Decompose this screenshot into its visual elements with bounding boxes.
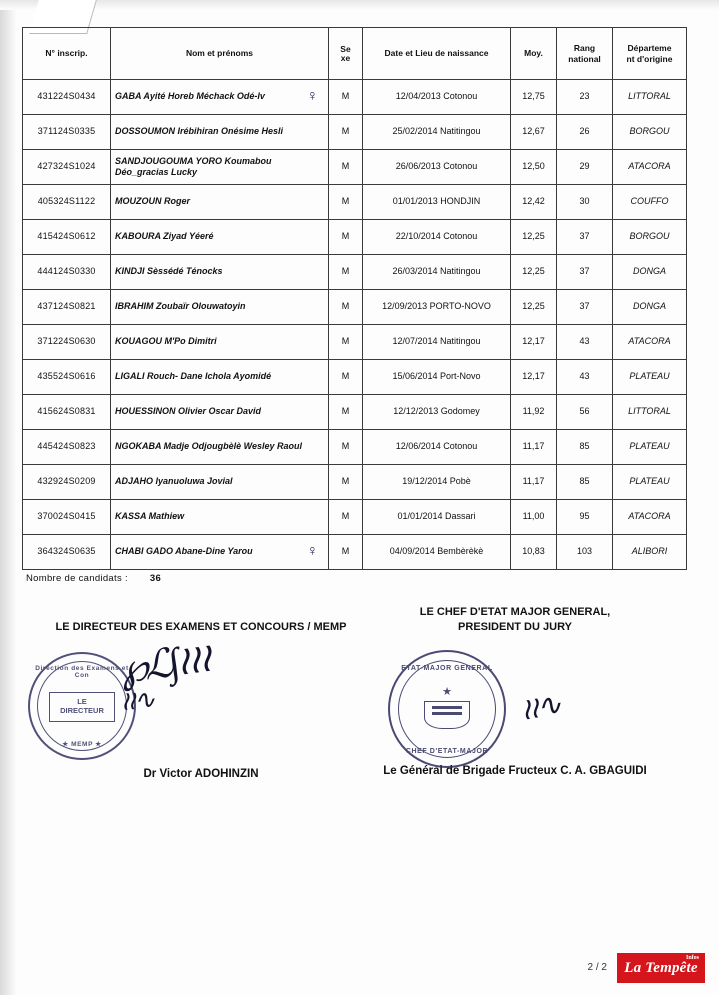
table-row xyxy=(23,150,687,185)
cell-birth: 26/06/2013 Cotonou xyxy=(363,150,511,185)
cell-birth: 01/01/2014 Dassari xyxy=(363,500,511,535)
table-row xyxy=(23,80,687,115)
logo-text: La Tempête xyxy=(624,959,698,976)
cell-rank: 37 xyxy=(557,290,613,325)
table-row xyxy=(23,360,687,395)
cell-name: HOUESSINON Olivier Oscar David xyxy=(111,395,329,430)
cell-department: BORGOU xyxy=(613,220,687,255)
cell-rank: 29 xyxy=(557,150,613,185)
cell-department: PLATEAU xyxy=(613,465,687,500)
cell-sex: M xyxy=(329,115,363,150)
cell-rank: 43 xyxy=(557,325,613,360)
military-emblem-icon xyxy=(420,686,474,729)
signature-right-title-line1: LE CHEF D'ETAT MAJOR GENERAL, xyxy=(419,606,611,618)
table-row xyxy=(23,535,687,570)
cell-birth: 04/09/2014 Bembèrèkè xyxy=(363,535,511,570)
cell-department: ATACORA xyxy=(613,500,687,535)
signature-right-name: Le Général de Brigade Fructeux C. A. GBAGUIDI xyxy=(383,765,647,777)
stamp-general-staff-arc-top: ETAT-MAJOR GENERAL xyxy=(401,665,493,672)
cell-inscription: 437124S0821 xyxy=(23,290,111,325)
cell-name: ADJAHO Iyanuoluwa Jovial xyxy=(111,465,329,500)
cell-sex: M xyxy=(329,220,363,255)
cell-sex: M xyxy=(329,535,363,570)
cell-rank: 37 xyxy=(557,255,613,290)
cell-birth: 15/06/2014 Port-Novo xyxy=(363,360,511,395)
cell-sex: M xyxy=(329,185,363,220)
cell-inscription: 444124S0330 xyxy=(23,255,111,290)
cell-rank: 43 xyxy=(557,360,613,395)
header-name: Nom et prénoms xyxy=(111,28,329,80)
header-sex-line2: xe xyxy=(340,52,351,63)
cell-sex: M xyxy=(329,500,363,535)
cell-sex: M xyxy=(329,255,363,290)
cell-inscription: 445424S0823 xyxy=(23,430,111,465)
scan-edge-top xyxy=(0,0,719,10)
cell-name: KABOURA Ziyad Yéeré xyxy=(111,220,329,255)
cell-average: 12,50 xyxy=(511,150,557,185)
cell-department: COUFFO xyxy=(613,185,687,220)
cell-sex: M xyxy=(329,395,363,430)
table-body xyxy=(23,80,687,570)
cell-inscription: 427324S1024 xyxy=(23,150,111,185)
cell-average: 11,00 xyxy=(511,500,557,535)
cell-rank: 85 xyxy=(557,430,613,465)
handwritten-paraphe-director: ≀≀∿ xyxy=(118,684,154,717)
table-row xyxy=(23,255,687,290)
cell-department: ATACORA xyxy=(613,325,687,360)
handwritten-mark: ♀ xyxy=(306,543,318,560)
table-row xyxy=(23,430,687,465)
candidate-count xyxy=(26,573,161,584)
emblem-bar-2 xyxy=(432,712,462,715)
cell-average: 12,17 xyxy=(511,360,557,395)
stamp-director-inner-line2: DIRECTEUR xyxy=(60,706,104,715)
cell-inscription: 431224S0434 xyxy=(23,80,111,115)
cell-inscription: 371124S0335 xyxy=(23,115,111,150)
cell-birth: 12/12/2013 Godomey xyxy=(363,395,511,430)
cell-average: 12,25 xyxy=(511,290,557,325)
cell-rank: 56 xyxy=(557,395,613,430)
cell-average: 11,17 xyxy=(511,430,557,465)
table-row xyxy=(23,185,687,220)
cell-average: 11,17 xyxy=(511,465,557,500)
header-department-line1: Départeme xyxy=(627,42,672,53)
table-row xyxy=(23,290,687,325)
cell-department: LITTORAL xyxy=(613,395,687,430)
table-header xyxy=(23,28,687,80)
stamp-general-staff-arc-bottom: CHEF D'ETAT-MAJOR xyxy=(405,748,489,755)
stamp-director-inner-line1: LE xyxy=(77,697,87,707)
cell-name xyxy=(111,80,329,115)
cell-department: PLATEAU xyxy=(613,430,687,465)
star-icon: ★ xyxy=(442,686,452,698)
table-row xyxy=(23,500,687,535)
header-birth: Date et Lieu de naissance xyxy=(363,28,511,80)
stamp-director-arc-bottom: ★ MEMP ★ xyxy=(62,741,102,748)
cell-inscription: 432924S0209 xyxy=(23,465,111,500)
cell-name: DOSSOUMON Irébihiran Onésime Hesli xyxy=(111,115,329,150)
cell-sex: M xyxy=(329,465,363,500)
stamp-general-staff xyxy=(388,650,506,768)
header-department-line2: nt d'origine xyxy=(626,53,673,64)
cell-birth: 01/01/2013 HONDJIN xyxy=(363,185,511,220)
handwritten-mark: ♀ xyxy=(306,88,318,105)
cell-department: ATACORA xyxy=(613,150,687,185)
table-row xyxy=(23,395,687,430)
cell-sex: M xyxy=(329,80,363,115)
cell-name: KASSA Mathiew xyxy=(111,500,329,535)
cell-inscription: 371224S0630 xyxy=(23,325,111,360)
cell-birth: 22/10/2014 Cotonou xyxy=(363,220,511,255)
cell-rank: 103 xyxy=(557,535,613,570)
cell-sex: M xyxy=(329,325,363,360)
table-row xyxy=(23,115,687,150)
cell-department: LITTORAL xyxy=(613,80,687,115)
cell-average: 11,92 xyxy=(511,395,557,430)
header-department xyxy=(613,28,687,80)
handwritten-signature-general: ≀≀∿ xyxy=(517,687,562,728)
cell-rank: 23 xyxy=(557,80,613,115)
cell-birth: 12/09/2013 PORTO-NOVO xyxy=(363,290,511,325)
signature-left-name: Dr Victor ADOHINZIN xyxy=(143,768,259,780)
page-number: 2 / 2 xyxy=(587,962,607,973)
header-sex-line1: Se xyxy=(340,43,351,54)
cell-name: SANDJOUGOUMA YORO Koumabou Déo_gracias Lucky xyxy=(111,150,329,185)
cell-sex: M xyxy=(329,360,363,395)
cell-birth: 25/02/2014 Natitingou xyxy=(363,115,511,150)
header-sex xyxy=(329,28,363,80)
table-row xyxy=(23,220,687,255)
table-row xyxy=(23,465,687,500)
cell-name-text: GABA Ayité Horeb Méchack Odé-Iv xyxy=(115,91,265,102)
cell-average: 12,75 xyxy=(511,80,557,115)
header-average: Moy. xyxy=(511,28,557,80)
cell-average: 12,25 xyxy=(511,255,557,290)
signature-left-title: LE DIRECTEUR DES EXAMENS ET CONCOURS / MEMP xyxy=(55,621,347,633)
cell-inscription: 415624S0831 xyxy=(23,395,111,430)
cell-department: PLATEAU xyxy=(613,360,687,395)
handwritten-signature-director: ℘ℒ∫≀≀≀ xyxy=(117,635,212,692)
cell-average: 10,83 xyxy=(511,535,557,570)
cell-inscription: 415424S0612 xyxy=(23,220,111,255)
cell-rank: 95 xyxy=(557,500,613,535)
cell-birth: 12/07/2014 Natitingou xyxy=(363,325,511,360)
cell-name-text: CHABI GADO Abane-Dine Yarou xyxy=(115,546,253,557)
cell-inscription: 405324S1122 xyxy=(23,185,111,220)
cell-birth: 12/04/2013 Cotonou xyxy=(363,80,511,115)
cell-rank: 30 xyxy=(557,185,613,220)
logo-superscript: Infos xyxy=(685,955,699,961)
candidates-table xyxy=(22,27,687,570)
cell-average: 12,67 xyxy=(511,115,557,150)
cell-birth: 26/03/2014 Natitingou xyxy=(363,255,511,290)
cell-name: KOUAGOU M'Po Dimitri xyxy=(111,325,329,360)
cell-name xyxy=(111,535,329,570)
cell-rank: 26 xyxy=(557,115,613,150)
candidates-table-container xyxy=(22,27,686,570)
header-rank xyxy=(557,28,613,80)
cell-sex: M xyxy=(329,150,363,185)
stamp-director-inner xyxy=(49,692,115,722)
candidate-count-value: 36 xyxy=(149,573,162,584)
cell-name: NGOKABA Madje Odjougbèlè Wesley Raoul xyxy=(111,430,329,465)
cell-department: DONGA xyxy=(613,255,687,290)
header-inscription: N° inscrip. xyxy=(23,28,111,80)
cell-average: 12,17 xyxy=(511,325,557,360)
la-tempete-logo xyxy=(617,953,705,983)
header-rank-line1: Rang xyxy=(573,42,596,53)
cell-name: LIGALI Rouch- Dane Ichola Ayomidé xyxy=(111,360,329,395)
cell-department: ALIBORI xyxy=(613,535,687,570)
signature-block-right xyxy=(350,605,680,777)
candidate-count-label: Nombre de candidats : xyxy=(26,573,128,584)
cell-name: KINDJI Sèssédé Ténocks xyxy=(111,255,329,290)
header-rank-line2: national xyxy=(568,53,601,64)
table-header-row xyxy=(23,28,687,80)
scan-edge-left xyxy=(0,0,16,995)
cell-birth: 12/06/2014 Cotonou xyxy=(363,430,511,465)
cell-department: DONGA xyxy=(613,290,687,325)
cell-name: MOUZOUN Roger xyxy=(111,185,329,220)
cell-average: 12,25 xyxy=(511,220,557,255)
stamp-director-arc-top: Direction des Examens et Con xyxy=(35,665,129,679)
cell-name: IBRAHIM Zoubaïr Olouwatoyin xyxy=(111,290,329,325)
signature-right-title-line2: PRESIDENT DU JURY xyxy=(458,620,572,633)
cell-inscription: 370024S0415 xyxy=(23,500,111,535)
cell-average: 12,42 xyxy=(511,185,557,220)
emblem-bar-1 xyxy=(432,706,462,709)
cell-department: BORGOU xyxy=(613,115,687,150)
cell-rank: 37 xyxy=(557,220,613,255)
cell-rank: 85 xyxy=(557,465,613,500)
cell-inscription: 435524S0616 xyxy=(23,360,111,395)
cell-sex: M xyxy=(329,290,363,325)
cell-birth: 19/12/2014 Pobè xyxy=(363,465,511,500)
table-row xyxy=(23,325,687,360)
cell-sex: M xyxy=(329,430,363,465)
cell-inscription: 364324S0635 xyxy=(23,535,111,570)
